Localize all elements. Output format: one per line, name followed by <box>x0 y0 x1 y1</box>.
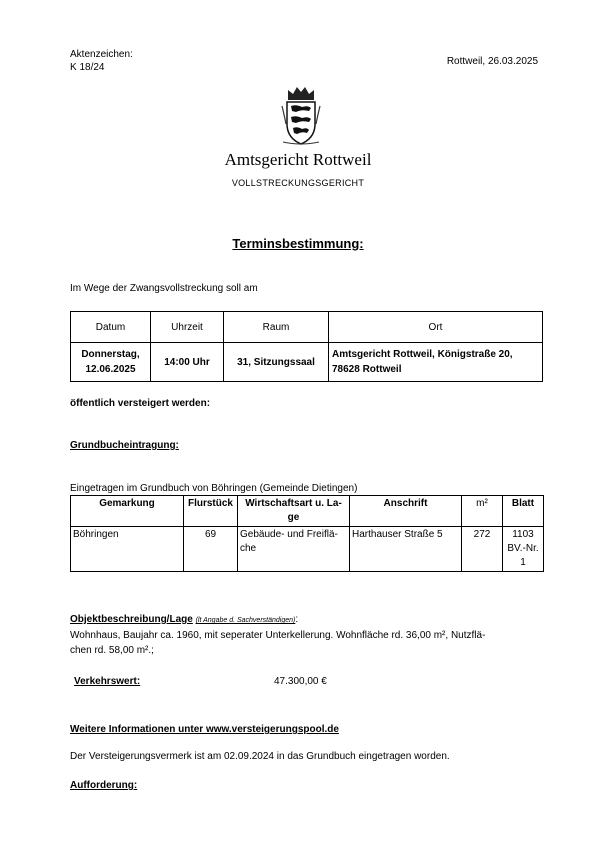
grundbuch-heading: Grundbucheintragung: <box>70 440 179 451</box>
termin-date-line2: 12.06.2025 <box>85 364 136 375</box>
objekt-heading-note: (lt Angabe d. Sachverständigen) <box>195 617 296 624</box>
gb-qm: 272 <box>462 527 503 572</box>
verkehrswert-label: Verkehrswert: <box>74 676 141 687</box>
termin-room: 31, Sitzungssaal <box>224 343 329 382</box>
gb-blatt-line1: 1103 <box>512 529 534 540</box>
objekt-heading-suffix: : <box>295 614 299 625</box>
place-date: Rottweil, 26.03.2025 <box>446 56 538 67</box>
aktenzeichen <box>70 48 133 74</box>
document-title: Terminsbestimmung: <box>232 236 364 251</box>
verkehrswert-value: 47.300,00 € <box>274 676 327 687</box>
gb-flurstueck: 69 <box>184 527 238 572</box>
gb-header-anschrift: Anschrift <box>350 496 462 527</box>
objekt-heading <box>70 614 298 625</box>
gb-anschrift: Harthauser Straße 5 <box>350 527 462 572</box>
court-name: Amtsgericht Rottweil <box>224 150 372 169</box>
gb-header-wirtschaftsart-line2: ge <box>287 512 300 523</box>
termin-row <box>71 343 543 382</box>
grundbuch-eingetragen: Eingetragen im Grundbuch von Böhringen (Gemeinde Dietingen) <box>70 483 358 494</box>
gb-wirtschaftsart-line1: Gebäude- und Freiflä- <box>240 529 338 540</box>
gb-header-wirtschaftsart <box>238 496 350 527</box>
termin-date <box>71 343 151 382</box>
gb-header-wirtschaftsart-line1: Wirtschaftsart u. La- <box>245 498 342 509</box>
grundbuch-header-row <box>71 496 544 527</box>
gb-wirtschaftsart <box>238 527 350 572</box>
gb-header-qm: m² <box>462 496 503 527</box>
termin-header-ort: Ort <box>329 312 543 343</box>
termin-place-line2: 78628 Rottweil <box>332 364 402 375</box>
termin-date-line1: Donnerstag, <box>81 349 140 360</box>
termin-header-row <box>71 312 543 343</box>
aktenzeichen-value: K 18/24 <box>70 62 105 73</box>
weitere-informationen-link[interactable]: Weitere Informationen unter www.versteigerungspool.de <box>70 724 339 735</box>
termin-header-uhrzeit: Uhrzeit <box>151 312 224 343</box>
objekt-description-line2: chen rd. 58,00 m².; <box>70 645 154 656</box>
gb-header-blatt: Blatt <box>503 496 544 527</box>
termin-header-raum: Raum <box>224 312 329 343</box>
intro-text: Im Wege der Zwangsvollstreckung soll am <box>70 283 258 294</box>
termin-place <box>329 343 543 382</box>
aktenzeichen-label: Aktenzeichen: <box>70 49 133 60</box>
gb-header-flurstueck: Flurstück <box>184 496 238 527</box>
gb-header-gemarkung: Gemarkung <box>71 496 184 527</box>
court-department: VOLLSTRECKUNGSGERICHT <box>231 178 365 188</box>
termin-header-datum: Datum <box>71 312 151 343</box>
versteigert-text: öffentlich versteigert werden: <box>70 398 211 409</box>
gb-blatt <box>503 527 544 572</box>
objekt-heading-text: Objektbeschreibung/Lage <box>70 614 193 625</box>
grundbuch-table <box>70 495 544 572</box>
gb-blatt-line2: BV.-Nr. <box>507 543 539 554</box>
grundbuch-row <box>71 527 544 572</box>
termin-time: 14:00 Uhr <box>151 343 224 382</box>
aufforderung-heading: Aufforderung: <box>70 780 138 791</box>
gb-wirtschaftsart-line2: che <box>240 543 257 554</box>
versteigerungsvermerk-text: Der Versteigerungsvermerk ist am 02.09.2024 in das Grundbuch eingetragen worden. <box>70 751 450 762</box>
gb-blatt-line3: 1 <box>520 557 526 568</box>
gb-gemarkung: Böhringen <box>71 527 184 572</box>
termin-place-line1: Amtsgericht Rottweil, Königstraße 20, <box>332 349 513 360</box>
termin-table <box>70 311 543 382</box>
coat-of-arms-icon <box>280 84 322 146</box>
objekt-description-line1: Wohnhaus, Baujahr ca. 1960, mit seperater Unterkellerung. Wohnfläche rd. 36,00 m², Nutzflä- <box>70 630 486 641</box>
objekt-description <box>70 628 540 658</box>
